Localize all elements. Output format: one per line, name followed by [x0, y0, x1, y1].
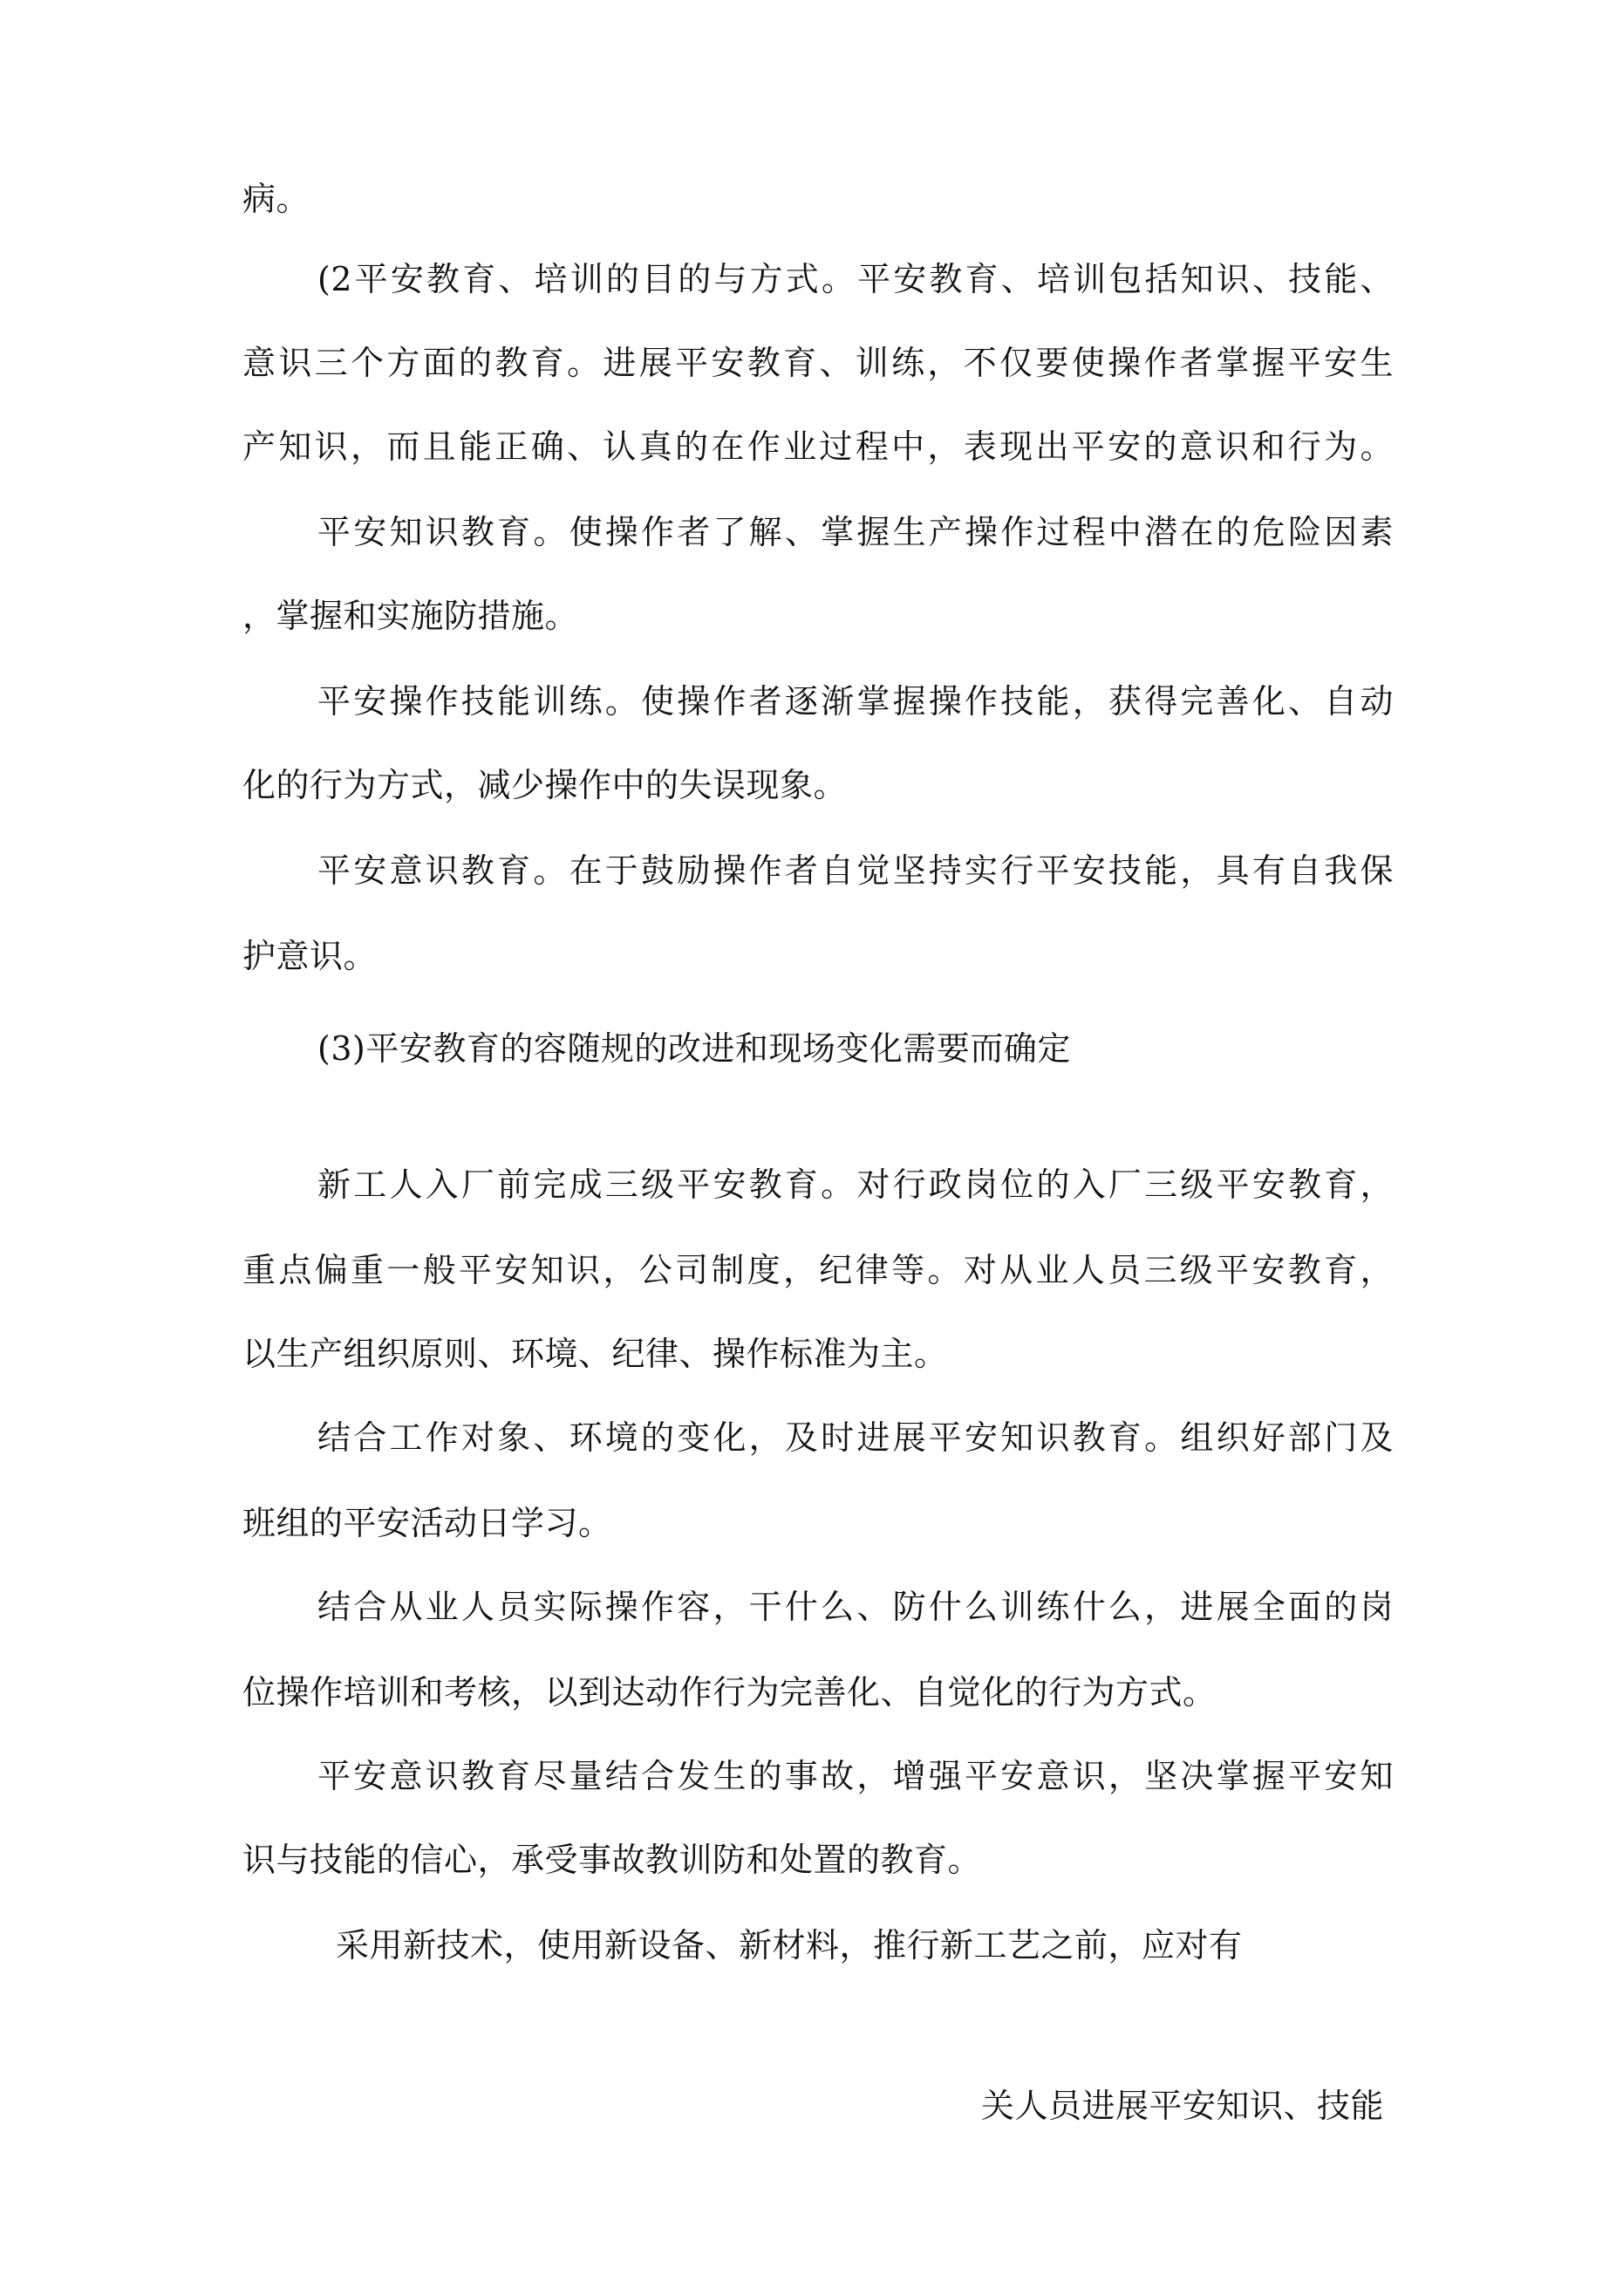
- text-line-5: 平安知识教育。使操作者了解、掌握生产操作过程中潜在的危险因素: [317, 513, 1394, 551]
- text-line-19: 平安意识教育尽量结合发生的事故，增强平安意识，坚决掌握平安知: [317, 1757, 1394, 1795]
- text-line-3: 意识三个方面的教育。进展平安教育、训练，不仅要使操作者掌握平安生: [242, 344, 1394, 382]
- text-line-4: 产知识，而且能正确、认真的在作业过程中，表现出平安的意识和行为。: [242, 427, 1394, 466]
- text-line-17: 结合从业人员实际操作容，干什么、防什么训练什么，进展全面的岗: [317, 1588, 1394, 1626]
- text-line-15: 结合工作对象、环境的变化，及时进展平安知识教育。组织好部门及: [317, 1418, 1394, 1457]
- text-line-14: 以生产组织原则、环境、纪律、操作标准为主。: [242, 1335, 948, 1373]
- text-line-12: 新工人入厂前完成三级平安教育。对行政岗位的入厂三级平安教育，: [317, 1165, 1394, 1204]
- text-line-13: 重点偏重一般平安知识，公司制度，纪律等。对从业人员三级平安教育，: [242, 1251, 1394, 1289]
- text-line-1: 病。: [242, 180, 310, 218]
- text-line-11: (3)平安教育的容随规的改进和现场变化需要而确定: [317, 1029, 1071, 1068]
- text-line-9: 平安意识教育。在于鼓励操作者自觉坚持实行平安技能，具有自我保: [317, 851, 1394, 890]
- text-line-20: 识与技能的信心，承受事故教训防和处置的教育。: [242, 1841, 982, 1879]
- text-line-7: 平安操作技能训练。使操作者逐渐掌握操作技能，获得完善化、自动: [317, 682, 1394, 721]
- text-line-8: 化的行为方式，减少操作中的失误现象。: [242, 766, 848, 804]
- text-line-21: 采用新技术，使用新设备、新材料，推行新工艺之前，应对有: [336, 1926, 1243, 1965]
- text-line-2: (2平安教育、培训的目的与方式。平安教育、培训包括知识、技能、: [317, 260, 1394, 298]
- text-line-16: 班组的平安活动日学习。: [242, 1504, 612, 1542]
- text-line-10: 护意识。: [242, 937, 378, 975]
- text-line-6: ，掌握和实施防措施。: [242, 597, 579, 635]
- text-line-22: 关人员进展平安知识、技能: [980, 2087, 1384, 2125]
- text-line-18: 位操作培训和考核，以到达动作行为完善化、自觉化的行为方式。: [242, 1673, 1217, 1712]
